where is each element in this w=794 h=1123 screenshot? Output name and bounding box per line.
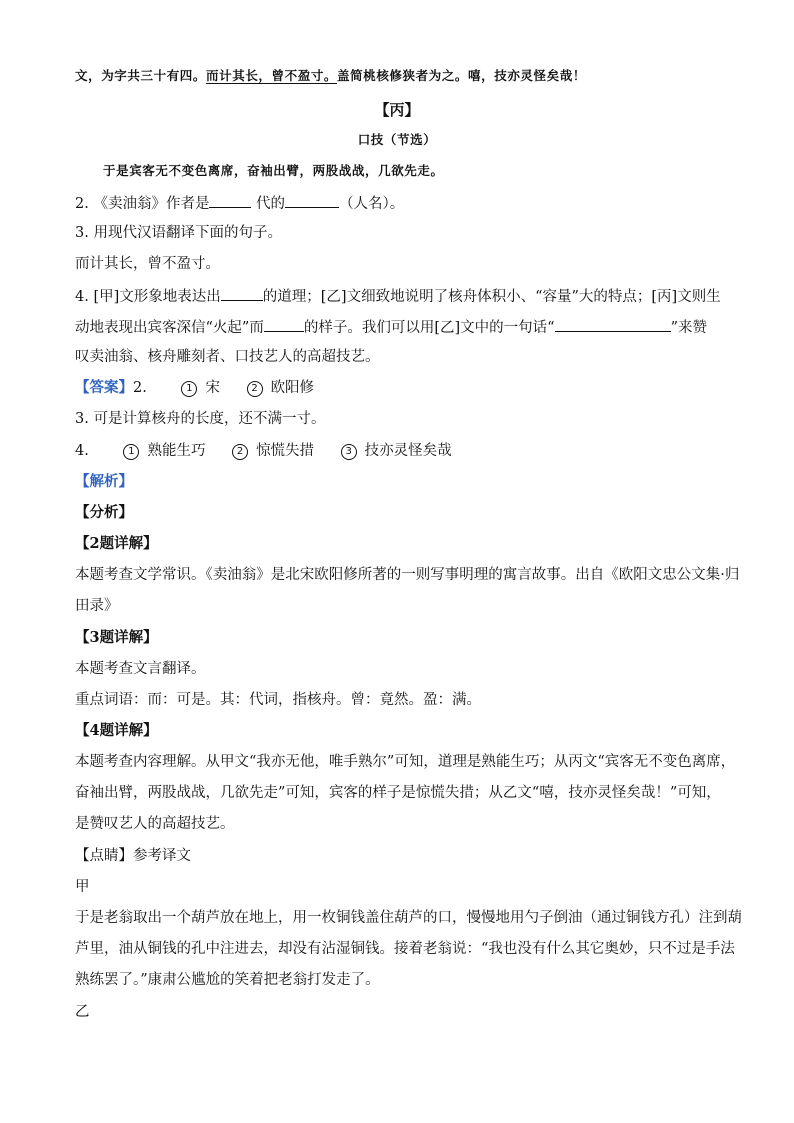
answer-blank [221, 285, 263, 301]
question-3-sentence: 而计其长，曾不盈寸。 [75, 256, 220, 272]
question-2 [75, 192, 754, 214]
answer-label: 【答案】 [75, 379, 133, 396]
passage-bing-heading: 【丙】 [374, 101, 420, 119]
detail-2-text: 田录》 [75, 598, 119, 614]
answer-blank [555, 316, 671, 332]
question-text: ”来赞 [670, 320, 707, 336]
answer-number: 2. [133, 380, 147, 396]
translation-jia-label: 甲 [75, 879, 90, 895]
answer-q3: 3. 可是计算核舟的长度，还不满一寸。 [75, 411, 326, 427]
passage-text: 盖简桃核修狭者为之。嘻，技亦灵怪矣哉！ [337, 68, 586, 83]
answer-blank [264, 316, 304, 332]
translation-jia-text: 于是老翁取出一个葫芦放在地上，用一枚铜钱盖住葫芦的口，慢慢地用勺子倒油（通过铜钱方孔）注到葫 [75, 910, 742, 926]
circled-number-icon: 2 [232, 444, 248, 460]
answer-blank [209, 192, 251, 208]
detail-3-text: 重点词语：而：可是。其：代词，指核舟。曾：竟然。盈：满。 [75, 692, 481, 708]
question-4-line-2 [75, 316, 754, 338]
circled-number-icon: 2 [247, 381, 263, 397]
passage-bing-title: 口技（节选） [357, 132, 437, 147]
fenxi-label: 【分析】 [75, 504, 133, 521]
answer-item: 欧阳修 [270, 380, 315, 396]
circled-number-icon: 3 [341, 444, 357, 460]
underlined-sentence: 而计其长，曾不盈寸。 [206, 68, 338, 83]
question-text: 2. 《卖油翁》作者是 [75, 196, 210, 212]
passage-text: 文，为字共三十有四。 [75, 68, 207, 83]
answer-item: 技亦灵怪矣哉 [364, 443, 452, 459]
answer-item: 宋 [205, 380, 220, 396]
question-text: 4. [甲]文形象地表达出 [75, 289, 221, 305]
question-text: 的道理；[乙]文细致地说明了核舟体积小、“容量”大的特点；[丙]文则生 [262, 289, 721, 305]
question-text: 的样子。我们可以用[乙]文中的一句话“ [303, 320, 555, 336]
detail-4-text: 是赞叹艺人的高超技艺。 [75, 816, 235, 832]
answer-q4 [75, 441, 754, 461]
detail-3-text: 本题考查文言翻译。 [75, 661, 206, 677]
question-3-prompt: 3. 用现代汉语翻译下面的句子。 [75, 225, 282, 241]
question-text: 动地表现出宾客深信“火起”而 [75, 320, 264, 336]
passage-bing-text: 于是宾客无不变色离席，奋袖出臂，两股战战，几欲先走。 [103, 163, 444, 178]
detail-2-title: 【2题详解】 [75, 535, 158, 552]
answer-item: 熟能生巧 [147, 443, 206, 459]
analysis-label: 【解析】 [75, 473, 133, 490]
answer-q2 [75, 378, 754, 398]
detail-2-text: 本题考查文学常识。《卖油翁》是北宋欧阳修所著的一则写事明理的寓言故事。出自《欧阳文忠公文集·归 [75, 567, 740, 583]
detail-4-text: 奋袖出臂，两股战战，几欲先走”可知，宾客的样子是惊慌失措；从乙文“嘻，技亦灵怪矣哉！”可知， [75, 785, 721, 801]
detail-3-title: 【3题详解】 [75, 629, 158, 646]
circled-number-icon: 1 [123, 444, 139, 460]
translation-yi-label: 乙 [75, 1004, 90, 1020]
passage-yi-ending [75, 66, 754, 86]
detail-4-text: 本题考查内容理解。从甲文“我亦无他，唯手熟尔”可知，道理是熟能生巧；从丙文“宾客无不变色离席， [75, 754, 736, 770]
answer-number: 4. [75, 443, 89, 459]
question-4-line-3: 叹卖油翁、核舟雕刻者、口技艺人的高超技艺。 [75, 349, 380, 365]
answer-item: 惊慌失措 [256, 443, 315, 459]
translation-jia-text: 芦里，油从铜钱的孔中注进去，却没有沾湿铜钱。接着老翁说：“我也没有什么其它奥妙，只不过是手法 [75, 941, 735, 957]
question-text: （人名）。 [339, 196, 405, 212]
dianjing-label: 【点睛】参考译文 [75, 848, 191, 864]
answer-blank [285, 192, 339, 208]
question-text: 代的 [251, 196, 286, 212]
translation-jia-text: 熟练罢了。”康肃公尴尬的笑着把老翁打发走了。 [75, 972, 380, 988]
question-4-line-1 [75, 285, 754, 307]
detail-4-title: 【4题详解】 [75, 722, 158, 739]
circled-number-icon: 1 [181, 381, 197, 397]
